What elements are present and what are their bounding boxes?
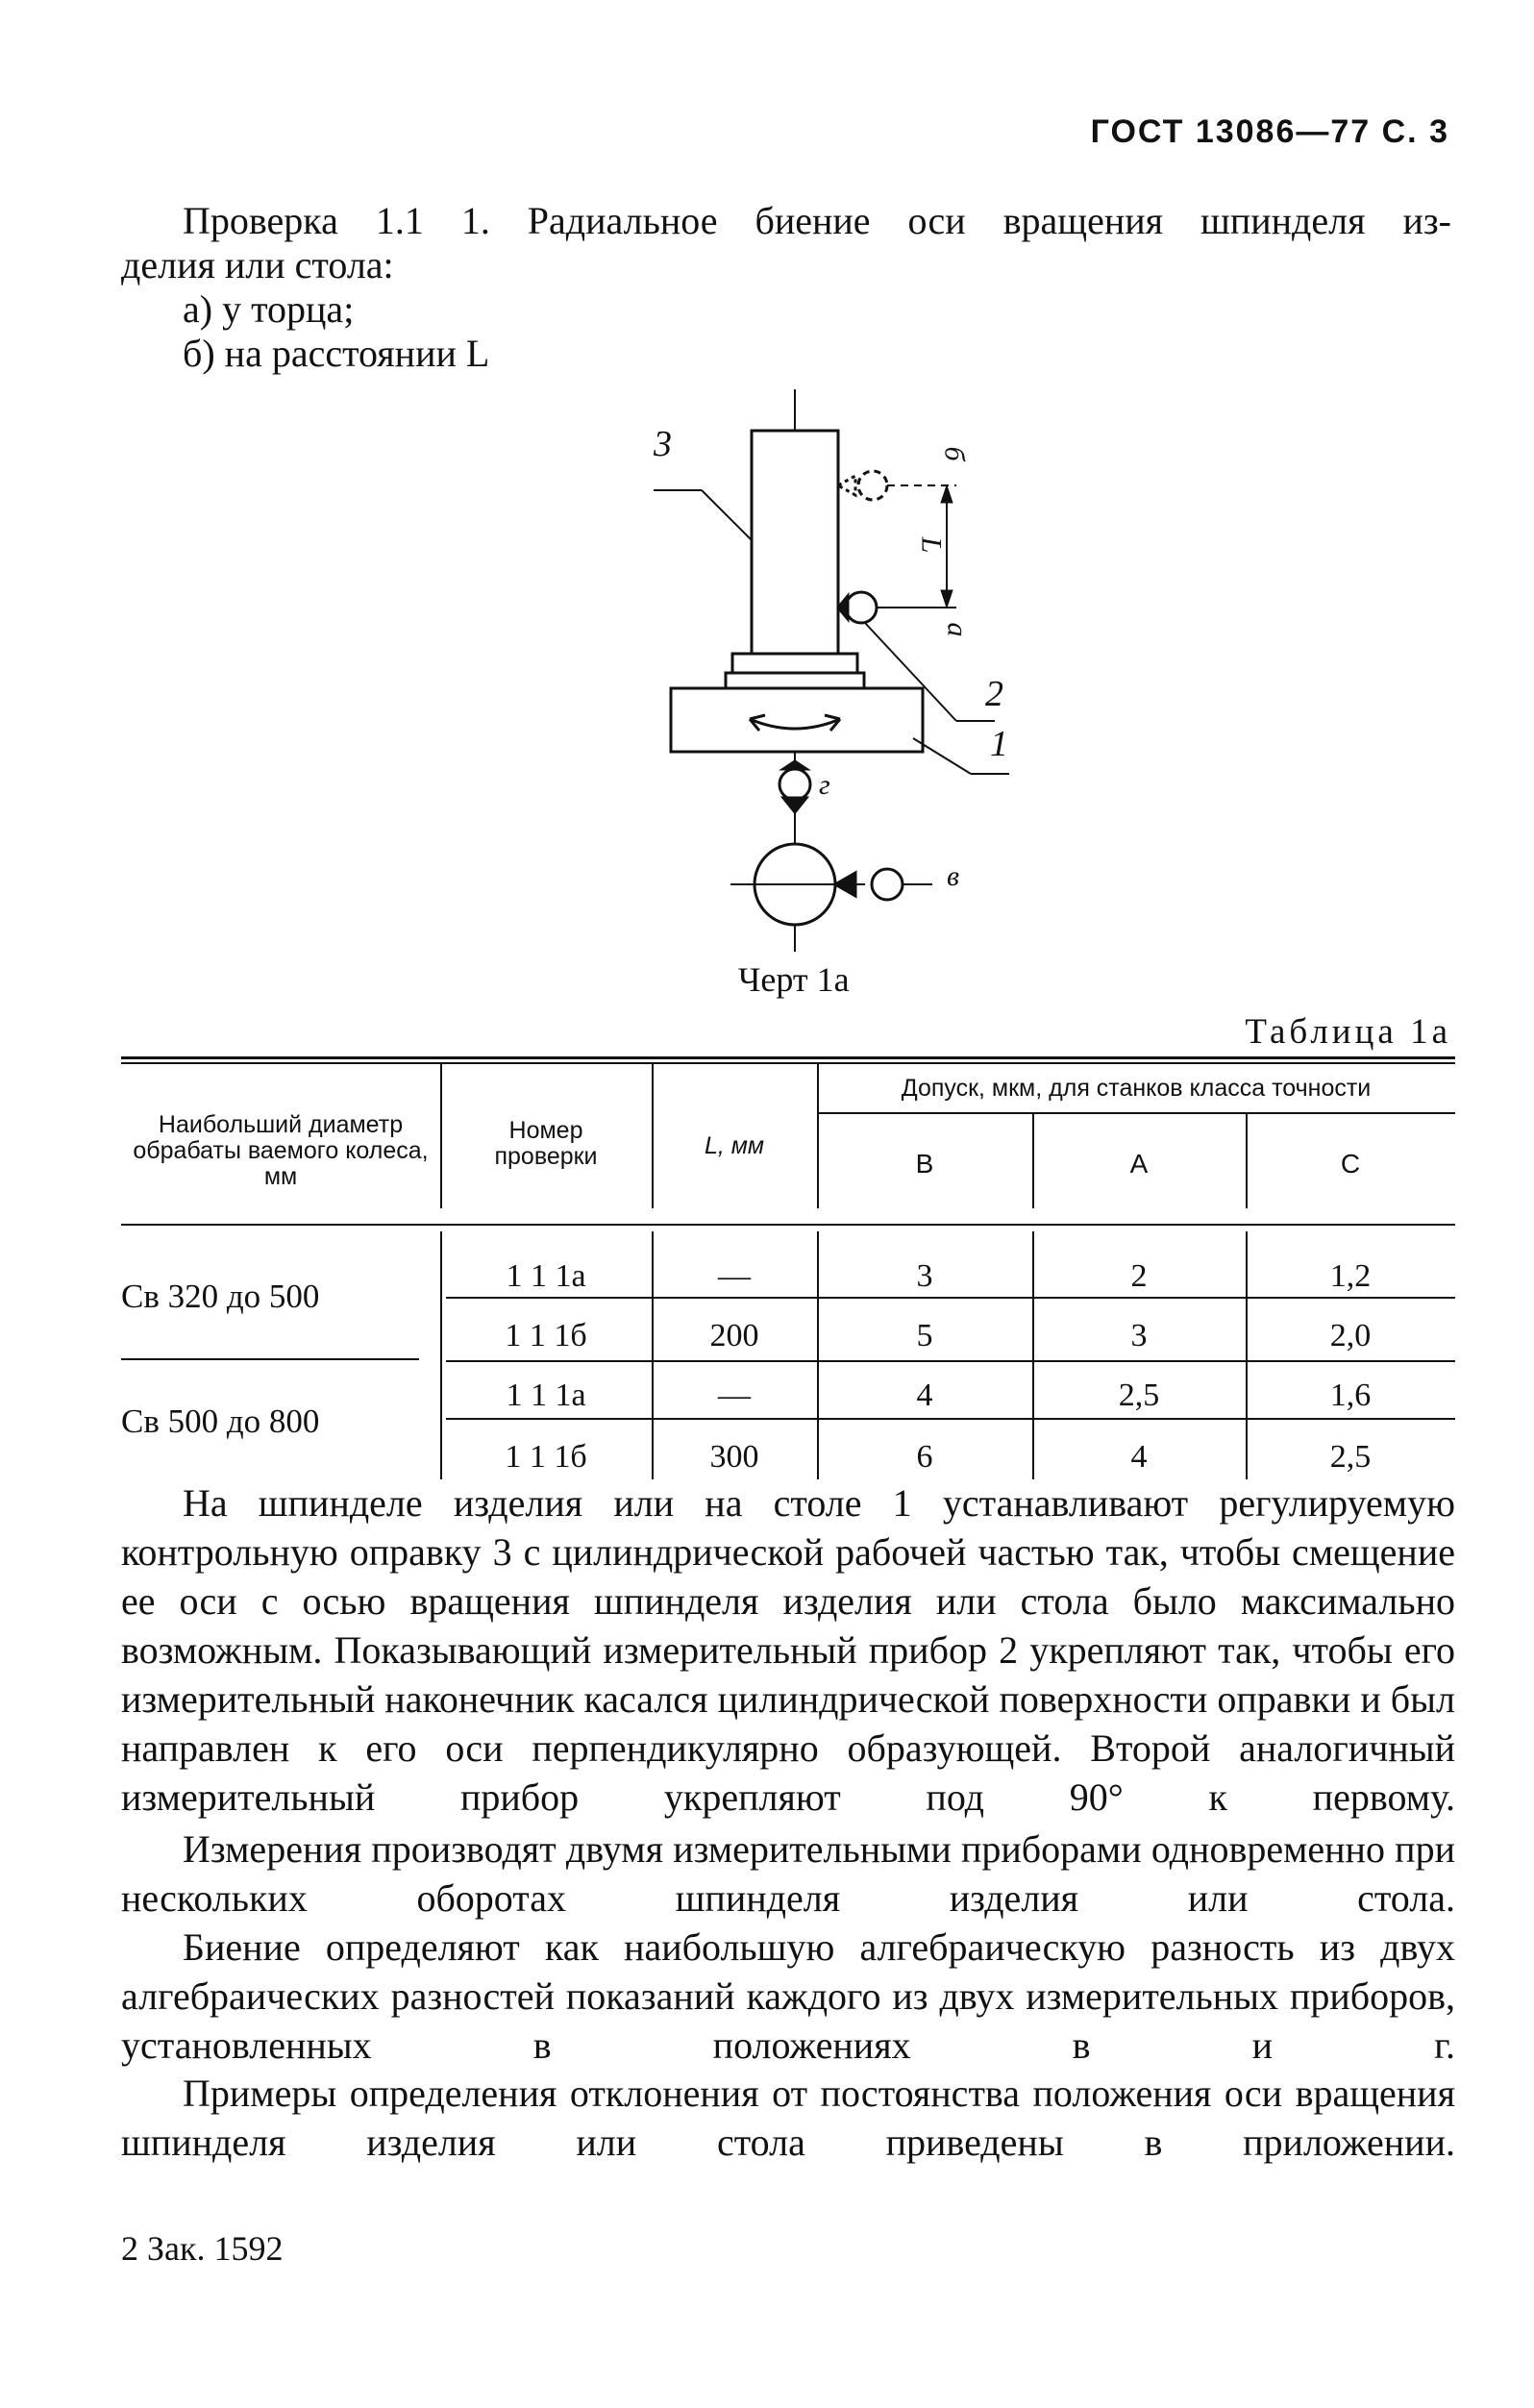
cell-class-c: 1,6: [1329, 1378, 1372, 1413]
header-class-c: С: [1340, 1149, 1361, 1179]
intro-line-3: а) у торца;: [183, 287, 355, 331]
cell-L: —: [718, 1378, 751, 1413]
table-title: Таблица 1а: [1245, 1012, 1451, 1052]
cell-number: 1 1 1б: [505, 1439, 587, 1475]
figure-caption: Черт 1а: [738, 960, 850, 999]
header-check-number: Номер проверки: [494, 1117, 598, 1170]
header-L: L, мм: [704, 1132, 765, 1159]
group-label: Св 320 до 500: [121, 1278, 320, 1315]
page-header: ГОСТ 13086—77 С. 3: [1090, 113, 1449, 150]
label-position-v: в: [947, 860, 960, 892]
cell-class-a: 2,5: [1118, 1378, 1160, 1413]
intro-line-2: делия или стола:: [121, 243, 394, 286]
page-footer: 2 Зак. 1592: [121, 2229, 284, 2268]
cell-number: 1 1 1а: [506, 1378, 586, 1413]
cell-class-b: 3: [916, 1258, 933, 1294]
body-paragraph-1: На шпинделе изделия или на столе 1 устанавливают регулируемую контрольную оправку 3 с цилиндрической рабочей частью так, чтобы смещение ее оси с осью вращения шпинделя изделия или стола было максимально возможным. Показывающий измерительный прибор 2 укрепляют так, чтобы его измерительный наконечник касался цилиндрической поверхности оправки и был направлен к его оси перпендикулярно образующей. Второй аналогичный измерительный прибор укрепляют под 90° к первому.: [121, 1481, 1455, 1819]
body-paragraph-4: Примеры определения отклонения от постоянства положения оси вращения шпинделя изделия или стола приведены в приложении.: [121, 2072, 1455, 2164]
cell-class-b: 6: [916, 1439, 933, 1475]
cell-L: 200: [709, 1318, 759, 1353]
cell-class-c: 1,2: [1329, 1258, 1372, 1294]
label-distance-L: L: [915, 536, 948, 554]
body-paragraph-3: Биение определяют как наибольшую алгебраическую разность из двух алгебраических разностей показаний каждого из двух измерительных приборов, установленных в положениях в и г.: [121, 1925, 1455, 2067]
header-tolerance: Допуск, мкм, для станков класса точности: [901, 1075, 1372, 1102]
cell-class-b: 5: [916, 1318, 933, 1353]
label-mandrel-3: 3: [654, 424, 672, 464]
header-class-b: В: [915, 1149, 934, 1179]
tolerance-table: [121, 1056, 1455, 1479]
label-table-1: 1: [990, 724, 1008, 764]
cell-number: 1 1 1а: [506, 1258, 586, 1294]
intro-line-4: б) на расстоянии L: [183, 332, 490, 375]
cell-class-a: 3: [1130, 1318, 1148, 1353]
label-indicator-2: 2: [985, 674, 1003, 714]
body-paragraph-2: Измерения производят двумя измерительными приборами одновременно при нескольких оборотах шпинделя изделия или стола.: [121, 1827, 1455, 1920]
header-diameter: Наибольший диаметр обрабаты ваемого колеса, мм: [133, 1111, 429, 1190]
cell-L: 300: [709, 1439, 759, 1475]
cell-class-a: 4: [1130, 1439, 1148, 1475]
cell-class-c: 2,5: [1329, 1439, 1372, 1475]
label-position-g: г: [819, 769, 830, 801]
group-label: Св 500 до 800: [121, 1403, 320, 1440]
cell-class-c: 2,0: [1329, 1318, 1372, 1353]
cell-class-a: 2: [1130, 1258, 1148, 1294]
header-class-a: А: [1129, 1149, 1149, 1179]
cell-class-b: 4: [916, 1378, 933, 1413]
label-position-a: а: [941, 622, 974, 637]
label-position-b: б: [938, 446, 971, 461]
cell-number: 1 1 1б: [505, 1318, 587, 1353]
cell-L: —: [718, 1258, 751, 1294]
intro-line-1: Проверка 1.1 1. Радиальное биение оси вращения шпинделя из-: [183, 199, 1451, 242]
